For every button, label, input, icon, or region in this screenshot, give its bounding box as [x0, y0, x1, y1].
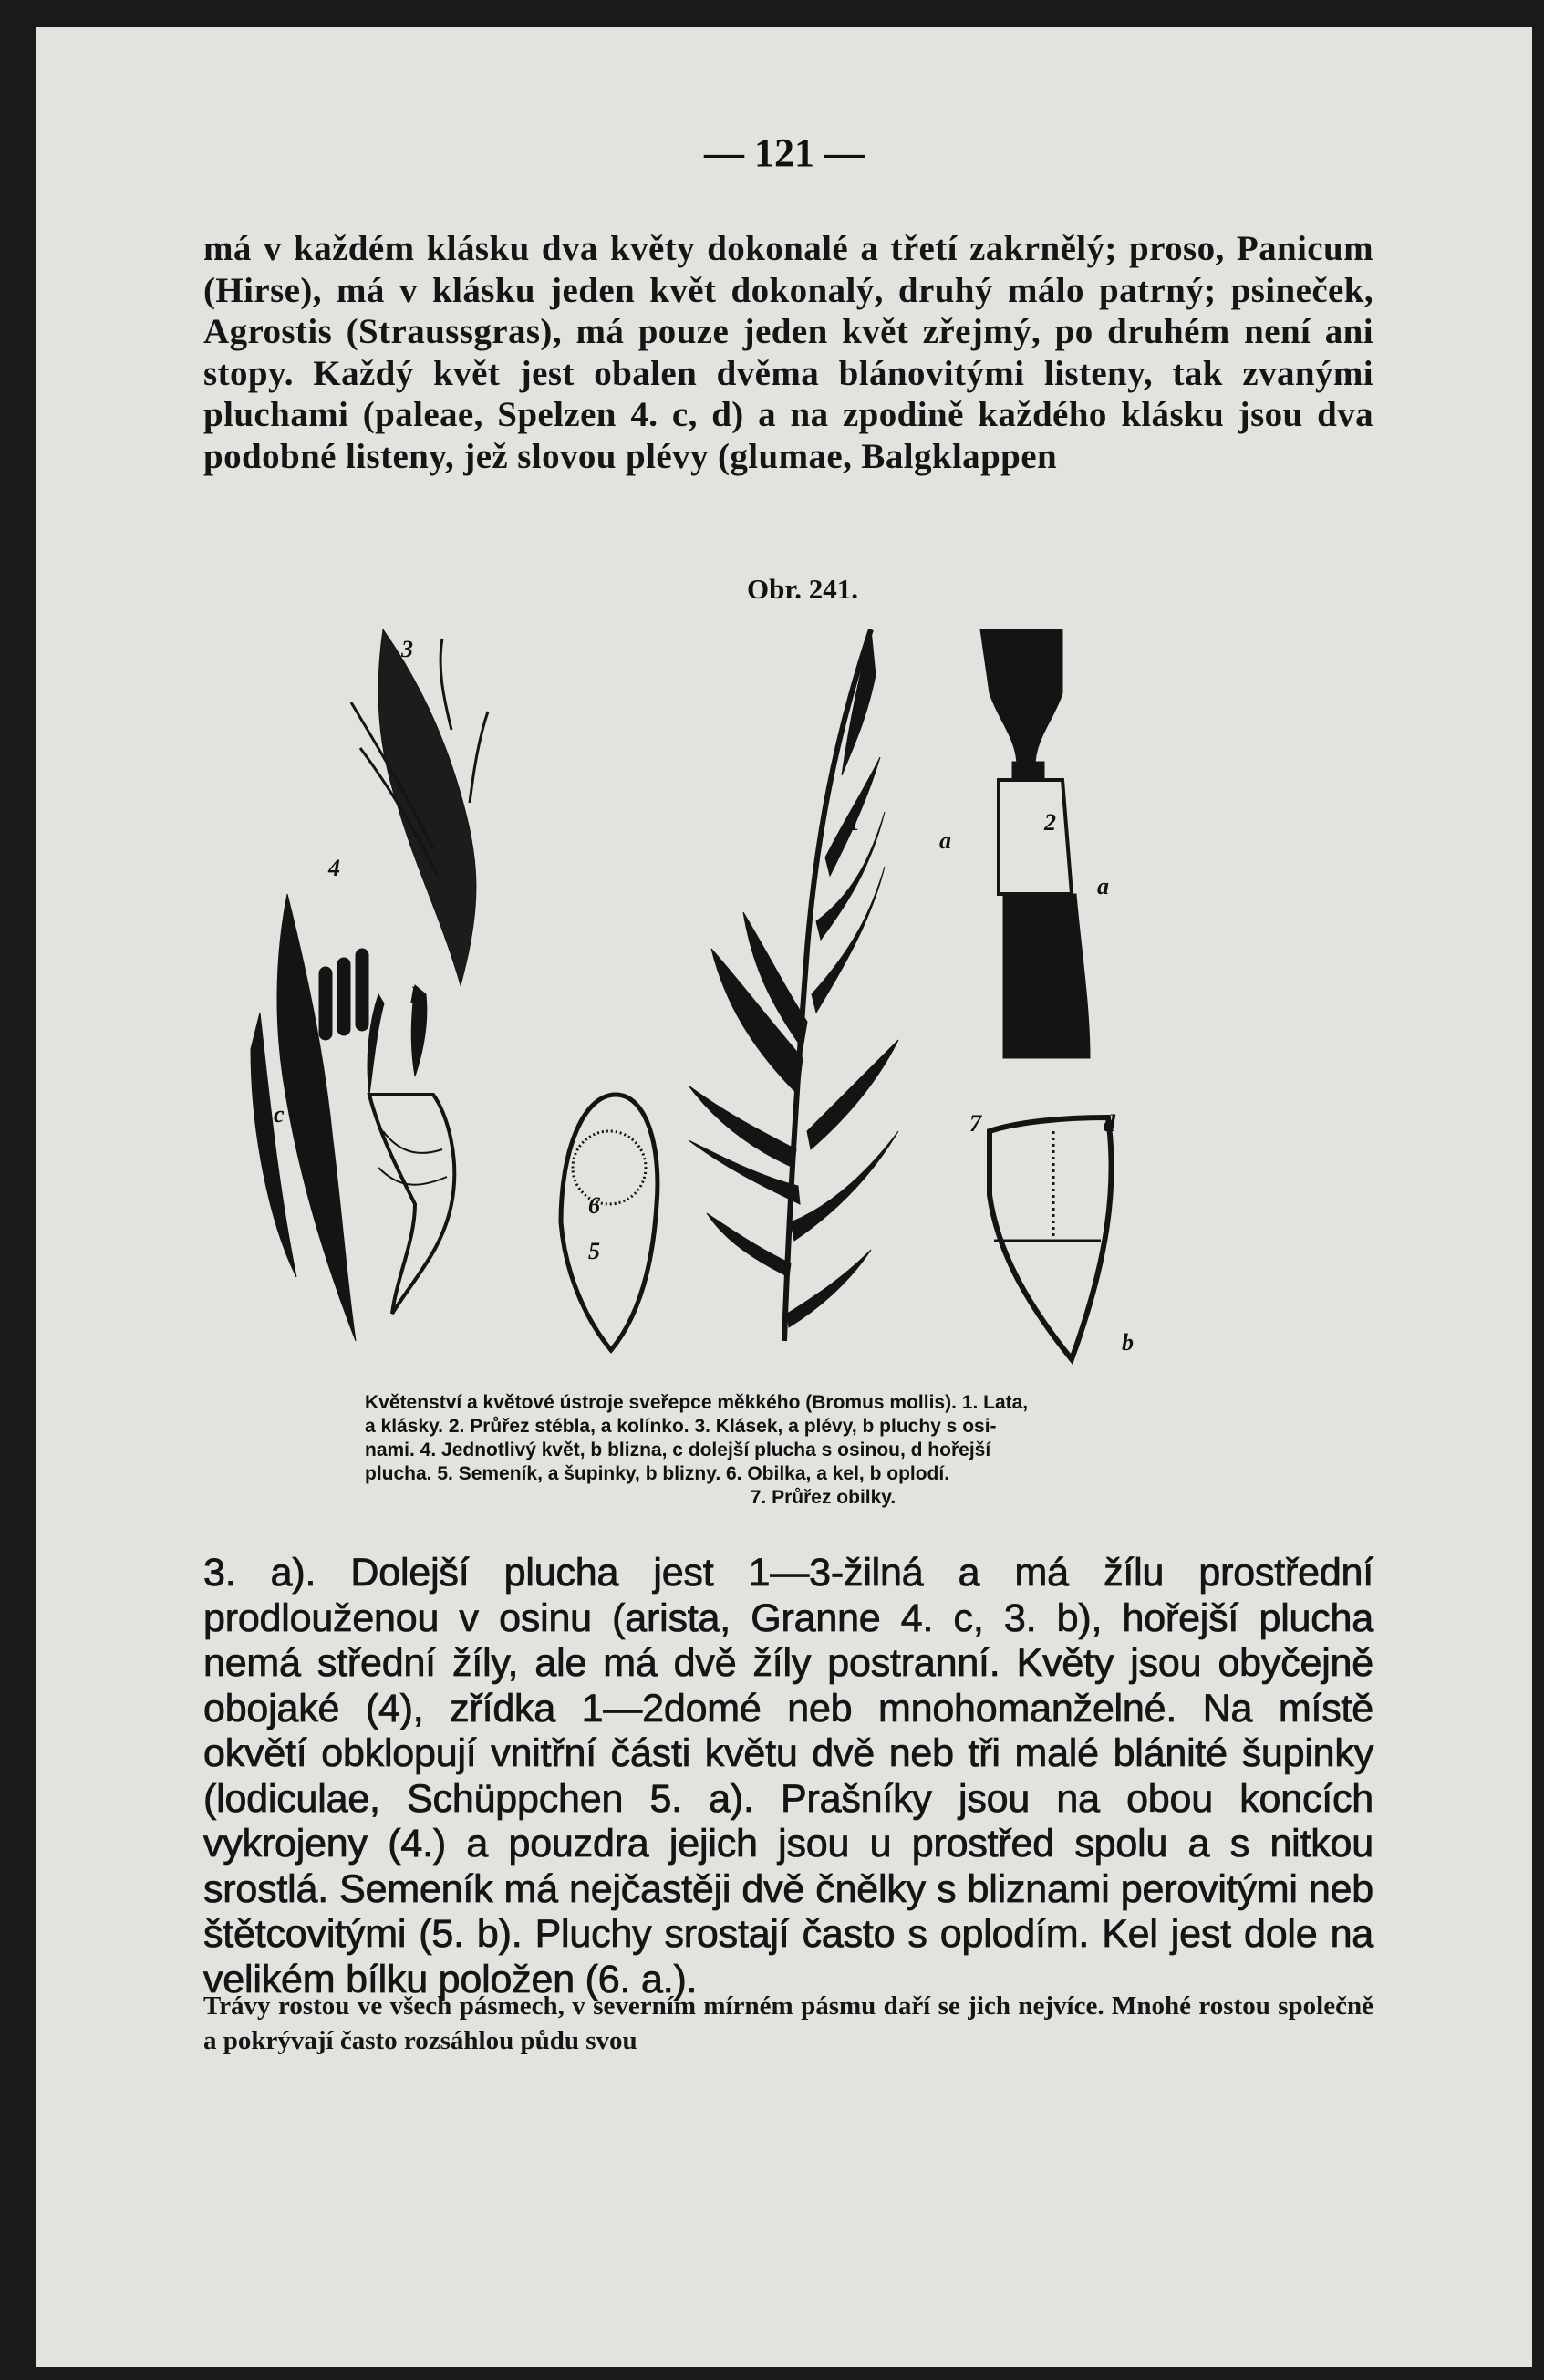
botanical-illustration [274, 620, 1208, 1359]
figure-label-d: d [1104, 1110, 1115, 1137]
grain-drawing [561, 1095, 658, 1350]
figure-label-b-spikelet: b [410, 982, 422, 1009]
stem-section-drawing [980, 629, 1090, 1058]
paragraph-middle-text: 3. a). Dolejší plucha jest 1—3-žilná a má žílu prostřední prodlouženou v osinu (arista, Granne 4. c, 3. b), hořejší plucha nemá střední žíly, ale má dvě žíly postranní. Květy jsou obyčejně obojaké (4), zřídka 1—2domé neb mnohomanželné. Na místě okvětí obklopují vnitřní části květu dvě neb tři malé blánité šupinky (lodiculae, Schüppchen 5. a). Prašníky jsou na obou koncích vykrojeny (4.) a pouzdra jejich jsou u prostřed spolu a s nitkou srostlá. Semeník má nejčastěji dvě čnělky s bliznami perovitými neb štětcovitými (5. b). Pluchy srostají často s oplodím. Kel jest dole na velikém bílku položen (6. a.). [203, 1551, 1373, 2001]
book-page [36, 27, 1532, 2367]
panicle-drawing [689, 629, 898, 1341]
paragraph-middle [203, 1551, 1373, 2002]
figure-label-a-panicle: a [939, 827, 951, 854]
caption-line-5: 7. Průřez obilky. [750, 1487, 896, 1508]
figure-label-a-stem: a [1097, 873, 1109, 899]
figure-label-7: 7 [969, 1110, 981, 1137]
caption-line-2: a klásky. 2. Průřez stébla, a kolínko. 3. Klásek, a plévy, b pluchy s osi- [365, 1416, 997, 1437]
figure-title: Obr. 241. [746, 573, 859, 605]
caption-line-3: nami. 4. Jednotlivý květ, b blizna, c dolejší plucha s osinou, d hořejší [365, 1439, 991, 1460]
figure-label-2: 2 [1044, 809, 1056, 836]
spikelet-drawing [351, 629, 488, 985]
figure-label-4: 4 [328, 855, 340, 881]
figure-label-6: 6 [588, 1192, 600, 1219]
paragraph-bottom [203, 1989, 1373, 2058]
paragraph-bottom-text: Trávy rostou ve všech pásmech, v severním mírném pásmu daří se jich nejvíce. Mnohé rostou společně a pokrývají často rozsáhlou půdu svou [203, 1991, 1373, 2055]
caption-line-1: Květenství a květové ústroje sveřepce měkkého (Bromus mollis). 1. Lata, [365, 1392, 1029, 1413]
figure-label-3: 3 [401, 636, 413, 662]
figure-caption [365, 1391, 1281, 1510]
paragraph-top [203, 228, 1373, 477]
cross-section-drawing [990, 1117, 1112, 1359]
figure-label-b-section: b [1122, 1329, 1134, 1356]
ovary-drawing [368, 985, 454, 1314]
flower-drawing [251, 894, 368, 1341]
figure-label-5: 5 [588, 1238, 600, 1264]
figure-label-1: 1 [848, 809, 860, 836]
paragraph-top-text: má v každém klásku dva květy dokonalé a třetí zakrnělý; proso, Panicum (Hirse), má v klásku jeden květ dokonalý, druhý málo patrný; psineček, Agrostis (Straussgras), má pouze jeden květ zřejmý, po druhém není ani stopy. Každý květ jest obalen dvěma blánovitými listeny, tak zvanými pluchami (paleae, Spelzen 4. c, d) a na zpodině každého klásku jsou dva podobné listeny, jež slovou plévy (glumae, Balgklappen [203, 229, 1373, 476]
caption-line-4: plucha. 5. Semeník, a šupinky, b blizny. 6. Obilka, a kel, b oplodí. [365, 1463, 950, 1484]
page-number: — 121 — [704, 130, 865, 175]
figure-label-c: c [274, 1101, 285, 1128]
